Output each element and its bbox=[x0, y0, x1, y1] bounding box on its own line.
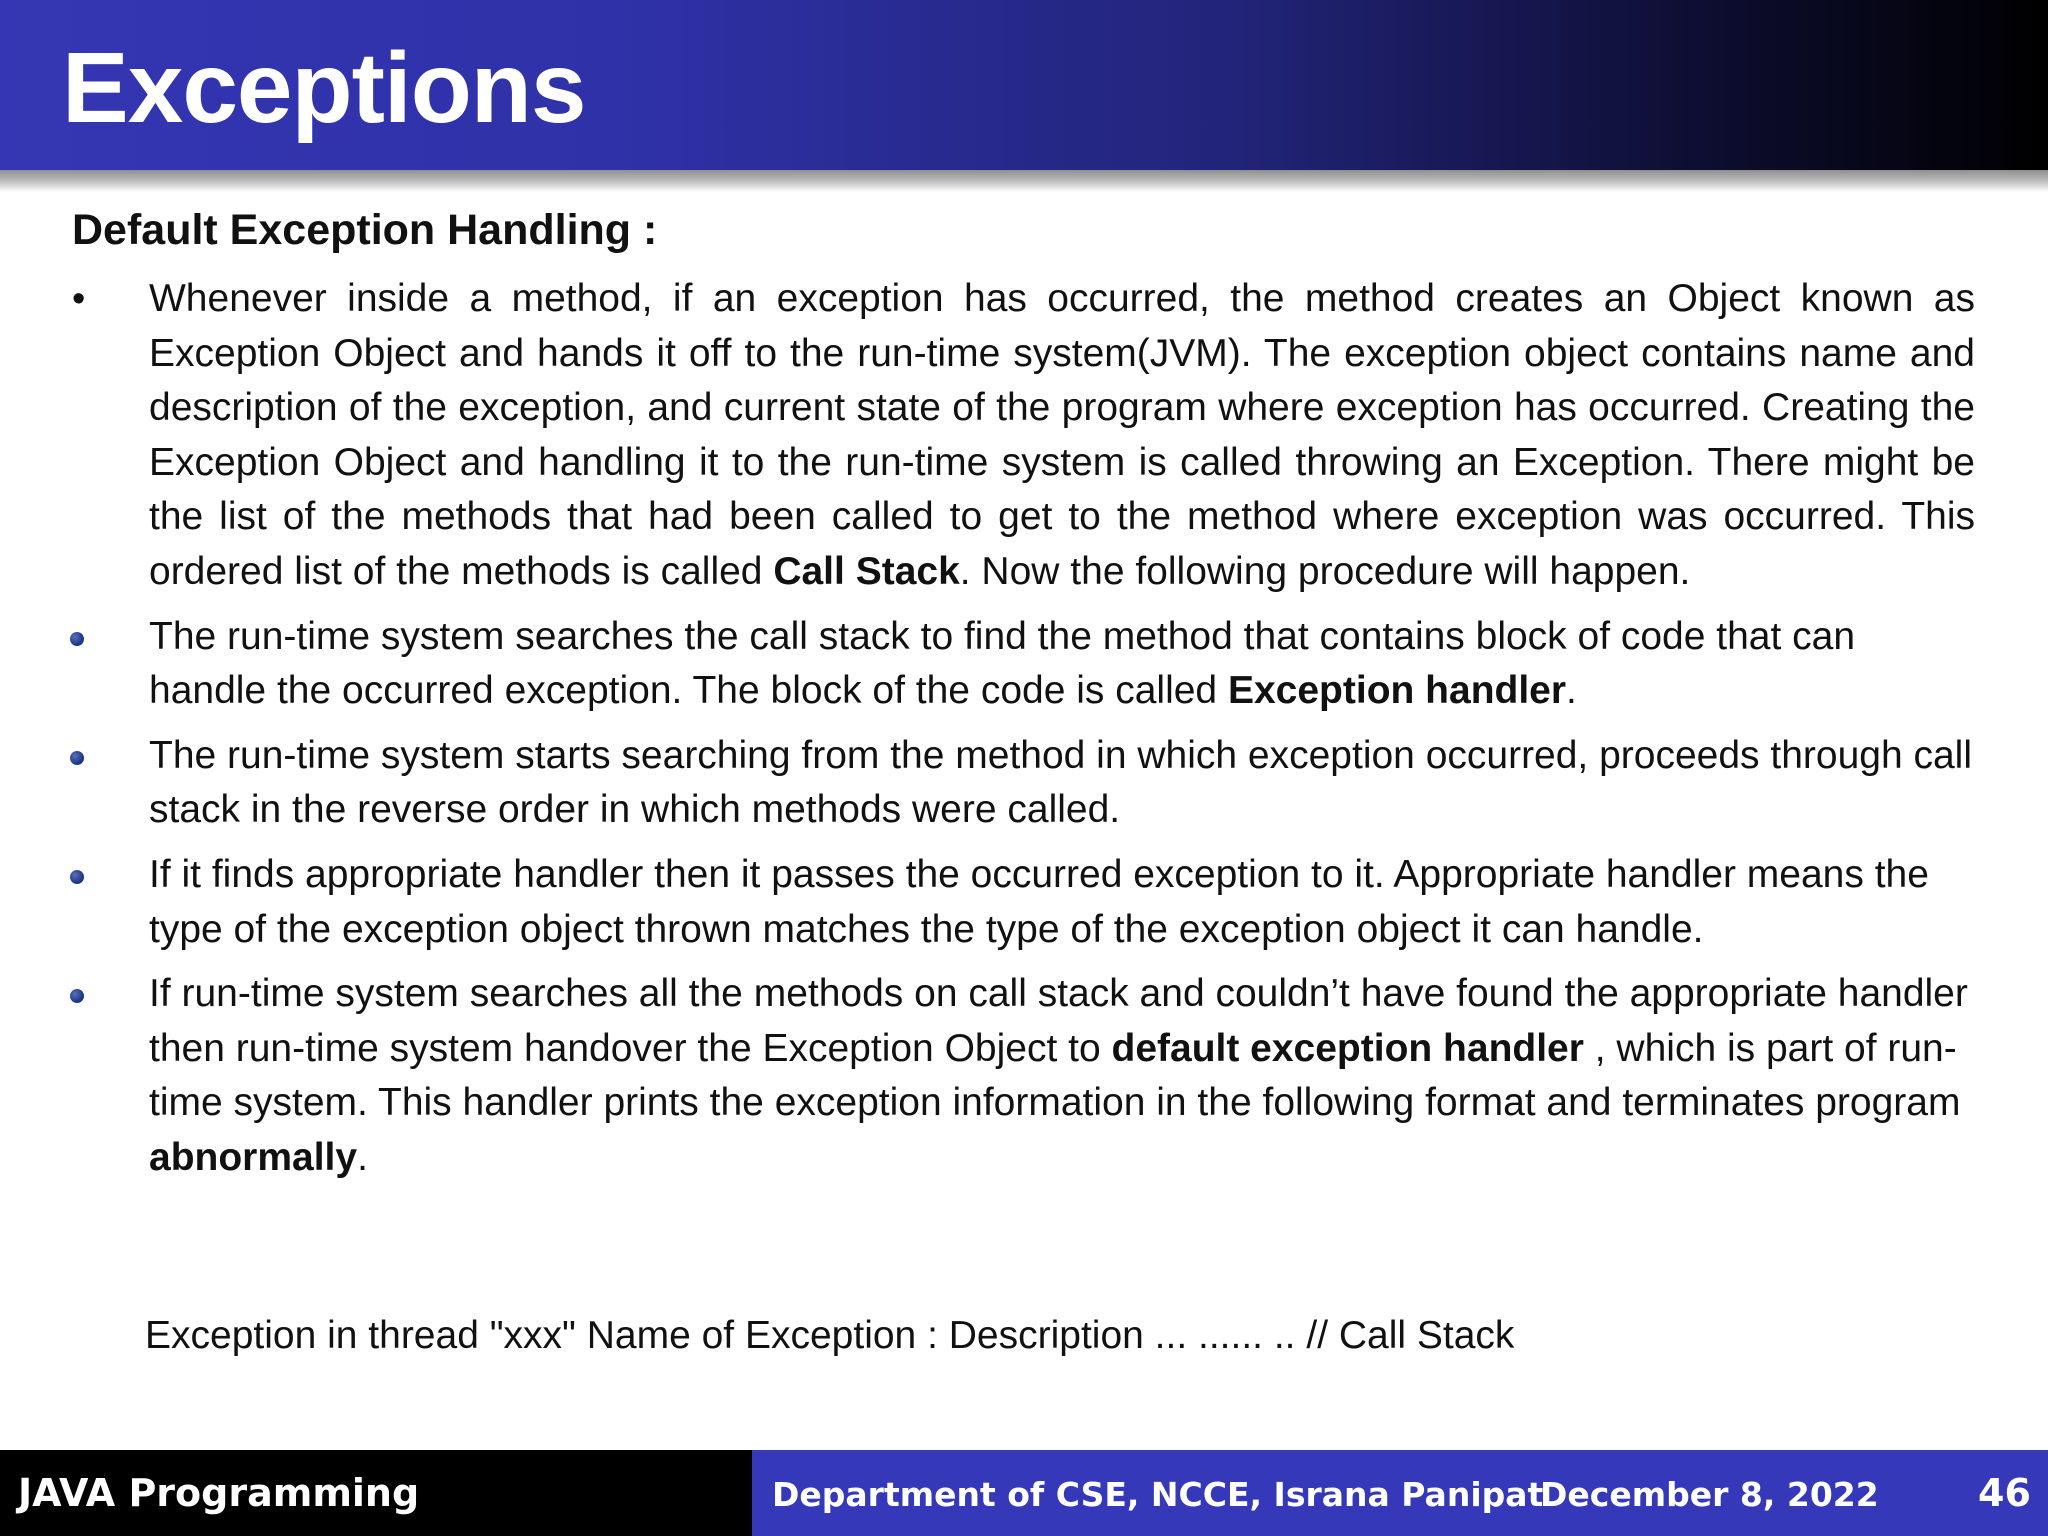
slide-number: 46 bbox=[1978, 1471, 2031, 1515]
bullet-list bbox=[0, 272, 2048, 1196]
footer-department: Department of CSE, NCCE, Israna Panipat bbox=[772, 1475, 1544, 1514]
term-abnormally: abnormally bbox=[149, 1135, 358, 1179]
header-shadow bbox=[0, 170, 2048, 192]
bullet-dot-icon bbox=[70, 989, 84, 1003]
term-call-stack: Call Stack bbox=[773, 549, 960, 593]
term-default-exception-handler: default exception handler bbox=[1111, 1026, 1584, 1070]
footer-course-title: JAVA Programming bbox=[18, 1471, 420, 1515]
exception-format-line: Exception in thread "xxx" Name of Exception : Description ... ...... .. // Call Stack bbox=[145, 1314, 1515, 1357]
list-item bbox=[0, 967, 2048, 1185]
paragraph-reverse-order: The run-time system starts searching from the method in which exception occurred, proceeds through call stack in the reverse order in which methods were called. bbox=[149, 733, 1973, 832]
list-item bbox=[0, 848, 2048, 957]
paragraph-default-handler: If run-time system searches all the methods on call stack and couldn’t have found the appropriate handler then run-time system handover the Exception Object to default exception handler , which is part of run-time system. This handler prints the exception information in the following format and terminates program abnormally. bbox=[149, 972, 1968, 1179]
bullet-icon: • bbox=[72, 278, 86, 320]
paragraph-exception-object: Whenever inside a method, if an exception has occurred, the method creates an Object known as Exception Object and hands it off to the run-time system(JVM). The exception object contains name and description of the exception, and current state of the program where exception has occurred. Creating the Exception Object and handling it to the run-time system is called throwing an Exception. There might be the list of the methods that had been called to get to the method where exception was occurred. This ordered list of the methods is called Call Stack. Now the following procedure will happen. bbox=[149, 277, 1975, 593]
slide-title: Exceptions bbox=[62, 32, 586, 144]
paragraph-search-call-stack: The run-time system searches the call stack to find the method that contains block of code that can handle the occurred exception. The block of the code is called Exception handler. bbox=[149, 614, 1856, 713]
section-heading: Default Exception Handling : bbox=[72, 206, 658, 254]
bullet-dot-icon bbox=[70, 870, 84, 884]
term-exception-handler: Exception handler bbox=[1227, 669, 1567, 713]
paragraph-appropriate-handler: If it finds appropriate handler then it passes the occurred exception to it. Appropriate handler means the type of the exception object thrown matches the type of the exception object it can handle. bbox=[149, 852, 1929, 951]
list-item bbox=[0, 729, 2048, 838]
list-item bbox=[0, 610, 2048, 719]
bullet-dot-icon bbox=[70, 751, 84, 765]
bullet-dot-icon bbox=[70, 632, 84, 646]
footer-date: December 8, 2022 bbox=[1540, 1475, 1879, 1514]
list-item bbox=[0, 272, 2048, 600]
